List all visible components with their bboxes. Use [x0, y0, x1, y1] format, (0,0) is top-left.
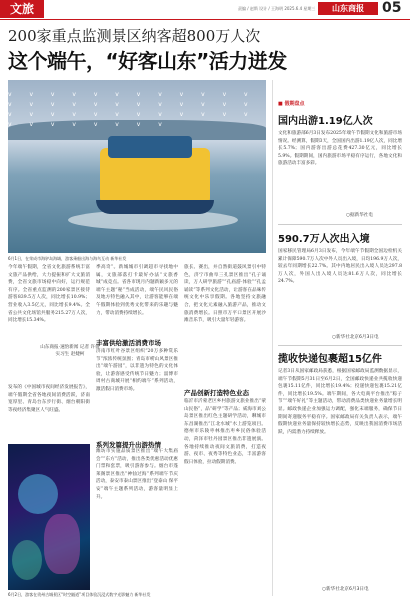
lead-col2c-text: 潍坊市实施品质景区推出“端午大集庙会”“东方”活动，推出各类优惠活动优惠门票和套票，吸引游客参与。烟台市蓬莱阁景区推出“神仙过海”系列端午节庆活动，泰安市泰山景区推出“登泰山 保平安”端午主题系列活动，游客量明显上升。 — [96, 449, 178, 500]
sidebar-label: ■ 假期盘点 — [278, 100, 304, 107]
sidebar-headline-2: 590.7万人次出入境 — [278, 234, 370, 245]
lead-byline: 山东商报·速豹新闻 记者 许倩 实习生 赵婕柯 — [40, 345, 100, 357]
subhead-enthusiasm: 系列发篇提升出游热情 — [96, 441, 161, 449]
page-number: 05 — [382, 0, 402, 16]
sidebar-headline-1: 国内出游1.19亿人次 — [278, 116, 373, 127]
lead-col2-text: 季高奇”。新城城市引调超市寻找地中属，文旅部落打卡最好办法“文旅香城”成竞点。省各市现月内题新颖多元的端午主题“秘”当成活动，端午民风民俗及地方特色融入其中，让游客能够在端午假期体验到优秀文化带来的乐趣与魅力，带动消费持续增长。 — [96, 265, 178, 316]
lead-headline: 这个端午，“好客山东”活力迸发 — [8, 49, 287, 73]
sidebar-byline-1: ○据新华社电 — [346, 213, 373, 218]
lead-col1b-text: 发布的《中国城市夜间经济发展报告》，端午假期全省各地夜间消费活跃，济南宽厚里、青岛台东步行街、烟台朝阳街等夜经济集聚区人气旺盛。 — [8, 385, 90, 413]
sidebar-text-1: 文化和旅游部6月3日发布2025年端午节假期文化和旅游市场情况。经测算，假期3天，全国国内出游1.19亿人次，同比增长5.7%；国内游客出游总花费427.30亿元，同比增长5.9%。假期期间，国内旅游市场平稳有序运行，各地文化和旅游活动丰富多彩。 — [278, 131, 402, 167]
sidebar-byline-3: ○新华社北京6月3日电 — [322, 587, 369, 592]
sidebar-byline-2: ○新华社北京6月3日电 — [332, 335, 379, 340]
photo-gulls: v v v v v v v v v v v v v v v v v v v v v v v v v v v v v v v v v v v v v v v v v v v v — [8, 91, 256, 128]
sidebar-text-2: 国家移民管理局6月3日发布，今年端午节假期全国边检机关累计保障590.7万人次中外人员出入境，日均196.9万人次，较去年同期增长22.7%。其中内地居民出入境人员达297.8万人次，外国人出入境人员达81.6万人次，同比增长24.7%。 — [278, 249, 402, 285]
photo2-glow — [18, 474, 58, 514]
photo-immersive-light — [8, 444, 90, 590]
lead-photo-boat — [8, 80, 266, 253]
photo2-caption: 6月2日，游客在贵州古城景区“时空隧道”项目体验沉浸式数字光影魅力 新华社发 — [8, 592, 151, 597]
sidebar-text-3: 记者3日从国家邮政局获悉，根据国家邮政局监测数据显示，端午节假期5月31日至6月2日，全国邮政快递业共揽收快递包裹15.11亿件，同比增长19.4%；投递快递包裹15.21亿件，同比增长19.5%。端午期间，各大电商平台推出“粽子节”“端午好礼”等主题活动，带动消费品类快递业务量增长明显。邮政快递企业加强运力调配，强化末端服务，确保节日期间寄递服务平稳有序。国家邮政局有关负责人表示，端午假期快递业务量保持较快增长态势，反映出我国消费市场活跃，内需潜力持续释放。 — [278, 369, 402, 435]
paper-name: 山东商报 — [318, 2, 378, 15]
photo2-glow — [44, 514, 80, 574]
subhead-consumption: 丰富供给激活消费市场 — [96, 339, 161, 347]
lead-col2b-text: 济南市红叶谷景区组织“20万多种赏乐节”浓浓传统氛围；青岛市崂山风景区推出“端午游园”，以非遗为特色的文化体验，让游客感受传统节日魅力；淄博市周村古商城开展“相约端午”系列活动，激活假日消费市场。 — [96, 349, 178, 392]
page-header — [0, 0, 410, 20]
photo2-glow — [12, 540, 42, 580]
column-divider — [272, 80, 273, 596]
sidebar-headline-3: 揽收快递包裹超15亿件 — [278, 354, 382, 365]
lead-kicker: 200家重点监测景区纳客超800万人次 — [8, 27, 261, 45]
lead-col3b-text: 临沂市沂蒙老区乡村旅游文旅业推出“蒙山民俗”，品“研学”等产品；威海市刘公岛景区推出红色主题研学活动，聊城市东昌湖推出“江北水城”水上游览项目。德州市乐陵枣林推出枣乡民俗体验活动，菏泽市牡丹园景区推出非遗展演。各地持续推动夜间文旅消费，打造夜游、夜市、夜秀等特色业态，丰富游客假日体验，拉动假期消费。 — [184, 399, 266, 465]
lead-photo-caption: 6月1日，在荣成市海驴岛海域，游客乘船出海与海鸟互动 新华社发 — [8, 256, 127, 261]
sidebar-divider — [278, 224, 402, 225]
page-meta: 责编 / 赵斯 设计 / 王海明 2025.6.4 星期三 — [238, 6, 316, 11]
photo-boat-cabin — [108, 136, 192, 158]
section-tag: 文旅 — [0, 0, 44, 18]
subhead-innovation: 产品创新打造特色业态 — [184, 389, 249, 397]
lead-col1-text: 今年端午假期，全省文化旅游系统丰富文旅产品供给，大力提振和扩大文旅消费，全省文旅市场稳中向好，运行规范有序。全省重点监测的200家景区接待游客839.5万人次，同比增长10.9%；营业收入3.5亿元，同比增长9.4%。全省公共文化场馆共服务215.27万人次，同比增长15.34%。 — [8, 265, 90, 324]
lead-col3-text: 旅长、赛出，并自然街道鼓风景引中特色，济宁市曲阜三孔景区推出“孔子诵读，万人研学旅游”“孔庙游·体验”“孔孟诵读”等系列文化活动，让游客在品味传统文化中乐享假期。各地坚持文旅融合，把文化元素融入旅游产品，推动文旅消费增长。日照市万平口景区开展沙滩音乐节，吸引大量年轻游客。 — [184, 265, 266, 324]
sidebar-divider — [278, 345, 402, 346]
photo-boat-hull — [96, 200, 214, 214]
